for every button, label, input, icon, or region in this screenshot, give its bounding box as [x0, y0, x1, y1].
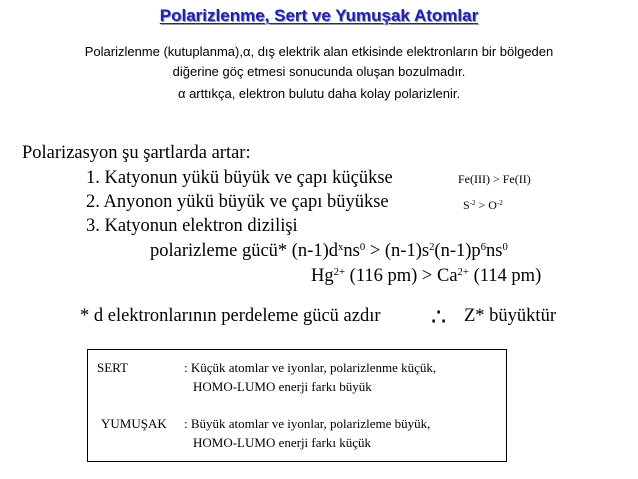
hard-soft-definition-box — [87, 349, 507, 462]
yumusak-line-1: : Büyük atomlar ve iyonlar, polarizleme büyük, — [184, 416, 431, 431]
formula-sup-6: 6 — [480, 241, 487, 254]
intro-line-2: diğerine göç etmesi sonucunda oluşan bozulmadır. — [172, 64, 466, 79]
footnote: * d elektronlarının perdeleme gücü azdır — [80, 306, 381, 326]
formula-ns: ns — [343, 241, 360, 261]
hg-symbol: Hg — [311, 266, 334, 286]
ion-size-comparison — [311, 266, 541, 287]
condition-1: 1. Katyonun yükü büyük ve çapı küçükse — [86, 168, 393, 188]
ca-size: (114 pm) — [468, 266, 542, 286]
sulfur-charge: -2 — [469, 199, 476, 208]
sert-label: SERT — [97, 360, 129, 375]
conditions-heading: Polarizasyon şu şartlarda artar: — [22, 143, 251, 163]
oxygen-symbol: > O — [475, 198, 497, 212]
condition-1-example: Fe(III) > Fe(II) — [458, 172, 531, 186]
condition-2-example — [463, 198, 503, 213]
formula-mid: > (n-1)s — [365, 241, 430, 261]
intro-line-3: α arttıkça, elektron bulutu daha kolay polarizlenir. — [177, 86, 461, 101]
sert-line-2: HOMO-LUMO enerji farkı büyük — [193, 379, 372, 394]
sert-line-1: : Küçük atomlar ve iyonlar, polarizlenme küçük, — [184, 360, 437, 375]
formula-mid2: (n-1)p — [434, 241, 481, 261]
formula-sup-0a: 0 — [359, 241, 366, 254]
formula-ns2: ns — [486, 241, 503, 261]
slide-title: Polarizlenme, Sert ve Yumuşak Atomlar — [159, 6, 479, 25]
condition-3: 3. Katyonun elektron dizilişi — [86, 216, 298, 236]
formula-sup-x: x — [338, 241, 344, 254]
polarization-formula — [150, 241, 508, 262]
formula-prefix: polarizleme gücü* (n-1)d — [150, 241, 339, 261]
footnote-conclusion: Z* büyüktür — [464, 306, 556, 326]
yumusak-label: YUMUŞAK — [101, 416, 167, 431]
oxygen-charge: -2 — [496, 199, 503, 208]
intro-line-1: Polarizlenme (kutuplanma),α, dış elektrik alan etkisinde elektronların bir bölgeden — [84, 44, 554, 59]
hg-charge: 2+ — [333, 266, 346, 279]
yumusak-line-2: HOMO-LUMO enerji farkı küçük — [193, 435, 371, 450]
hg-size: (116 pm) > Ca — [345, 266, 458, 286]
sulfur-symbol: S — [463, 198, 470, 212]
condition-2: 2. Anyonon yükü büyük ve çapı büyükse — [86, 192, 389, 212]
therefore-symbol: ∴ — [431, 305, 447, 331]
formula-sup-0b: 0 — [502, 241, 508, 254]
formula-sup-2: 2 — [429, 241, 435, 254]
ca-charge: 2+ — [457, 266, 469, 279]
